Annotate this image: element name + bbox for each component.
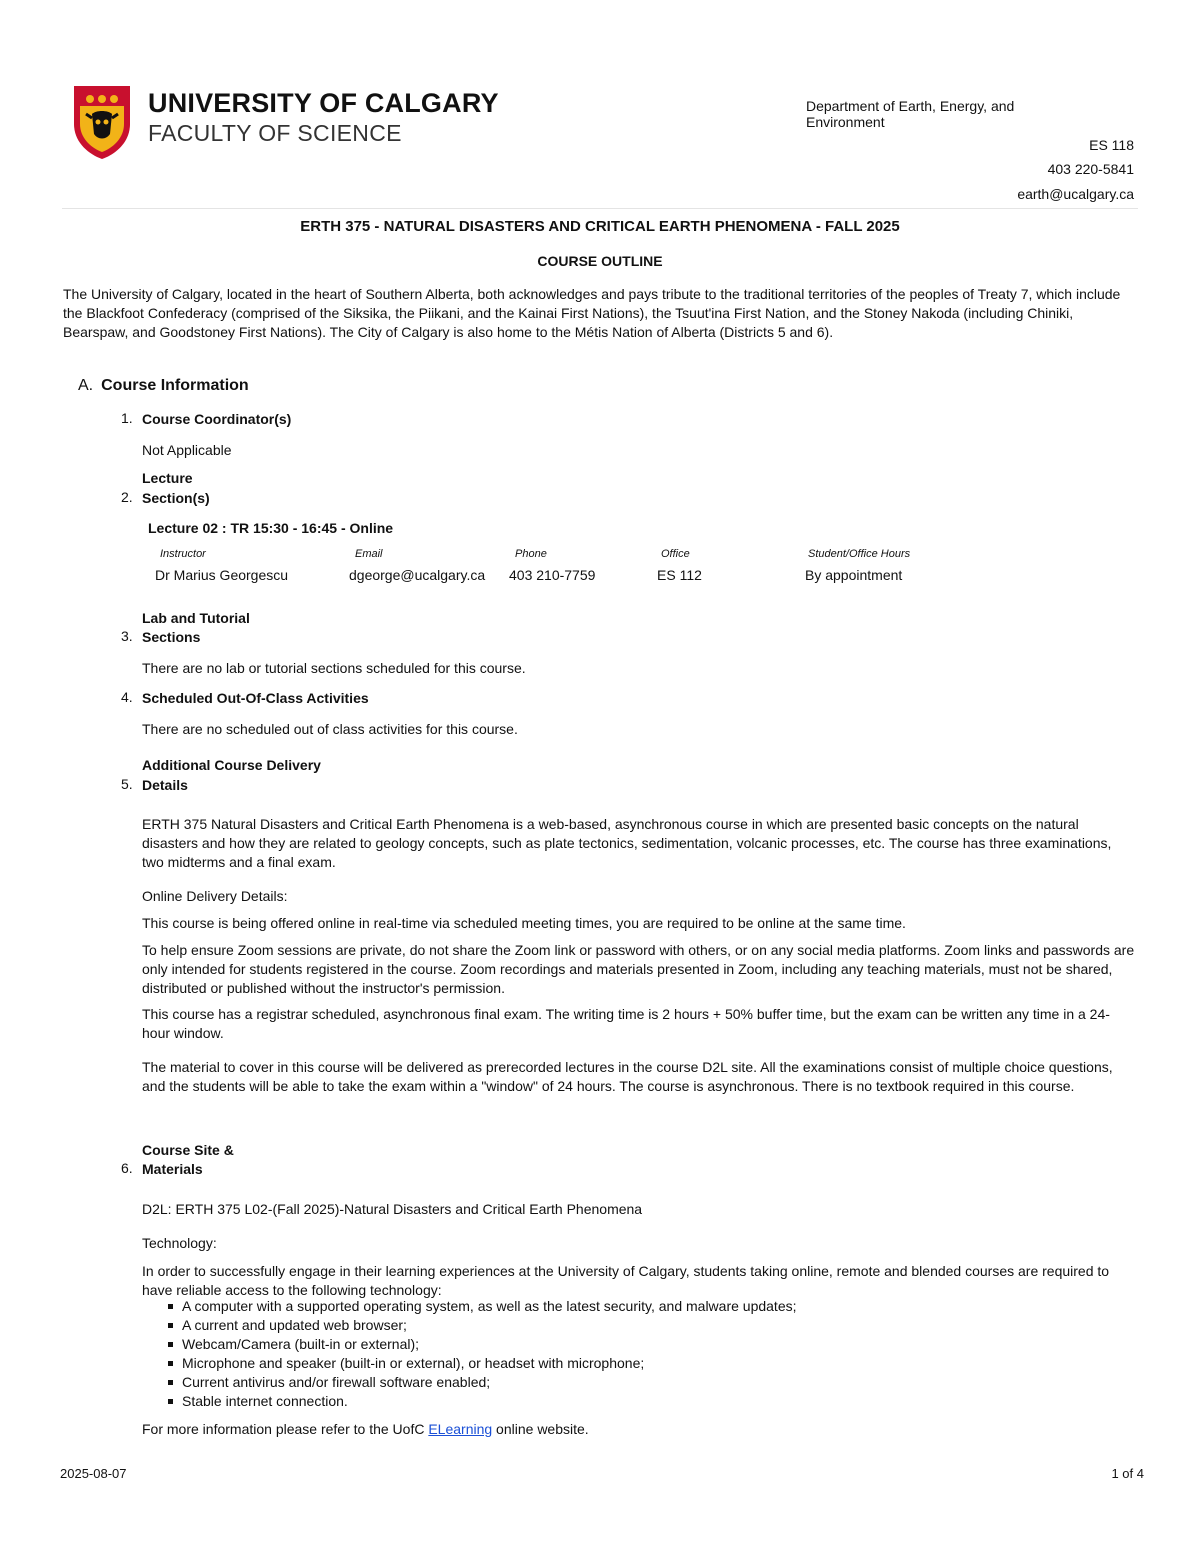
elearning-link[interactable]: ELearning [428, 1421, 493, 1437]
d2l-site: D2L: ERTH 375 L02-(Fall 2025)-Natural Disasters and Critical Earth Phenomena [142, 1201, 643, 1217]
instructor-phone: 403 210-7759 [509, 567, 596, 583]
technology-label: Technology: [142, 1235, 217, 1251]
lecture-heading: Lecture 02 : TR 15:30 - 16:45 - Online [148, 520, 394, 536]
section-a-heading [78, 377, 249, 395]
outline-subtitle: COURSE OUTLINE [537, 253, 663, 269]
more-info [142, 1420, 1137, 1439]
instructor-hours: By appointment [805, 567, 903, 583]
list-item: Microphone and speaker (built-in or external), or headset with microphone; [166, 1354, 797, 1373]
instructor-email: dgeorge@ucalgary.ca [349, 567, 486, 583]
header-hours: Student/Office Hours [808, 548, 911, 560]
header-phone: Phone [515, 548, 547, 560]
list-item: A computer with a supported operating system, as well as the latest security, and malware updates; [166, 1297, 797, 1316]
section-a-letter: A. [78, 377, 94, 394]
more-info-suffix: online website. [492, 1421, 589, 1437]
item-4-number: 4. [121, 689, 133, 705]
department-email: earth@ucalgary.ca [1017, 186, 1134, 202]
item-3-number: 3. [121, 628, 133, 644]
university-name: UNIVERSITY OF CALGARY [148, 88, 499, 118]
list-item: Stable internet connection. [166, 1392, 797, 1411]
list-item: Webcam/Camera (built-in or external); [166, 1335, 797, 1354]
university-shield-logo [72, 84, 132, 160]
item-6-number: 6. [121, 1160, 133, 1176]
delivery-paragraph-2: Online Delivery Details: [142, 888, 288, 904]
item-6-title-line2: Materials [142, 1161, 203, 1177]
instructor-name: Dr Marius Georgescu [155, 567, 289, 583]
item-2-title-line1: Lecture [142, 470, 193, 486]
section-a-title: Course Information [101, 377, 249, 394]
instructor-office: ES 112 [657, 567, 702, 583]
delivery-paragraph-4: To help ensure Zoom sessions are private, do not share the Zoom link or password with others, or on any social media platforms. Zoom links and passwords are only intended for students registered in the course. Zoom recordings and materials presented in Zoom, including any teaching materials, must not be shared, distributed or published without the instructor's permission. [142, 942, 1135, 996]
item-2-title-line2: Section(s) [142, 490, 210, 506]
department-office: ES 118 [1089, 137, 1134, 153]
header-email: Email [355, 548, 383, 560]
item-4-title: Scheduled Out-Of-Class Activities [142, 690, 369, 706]
more-info-prefix: For more information please refer to the UofC [142, 1421, 429, 1437]
header-divider [62, 208, 1138, 209]
header-instructor: Instructor [160, 548, 206, 560]
delivery-paragraph-3: This course is being offered online in real-time via scheduled meeting times, you are required to be online at the same time. [142, 915, 906, 931]
technology-intro: In order to successfully engage in their learning experiences at the University of Calgary, students taking online, remote and blended courses are required to have reliable access to the following technology: [142, 1263, 1110, 1298]
land-acknowledgement: The University of Calgary, located in the heart of Southern Alberta, both acknowledges and pays tribute to the traditional territories of the peoples of Treaty 7, which include the Blackfoot Confederacy (comprised of the Siksika, the Piikani, and the Kainai First Nations), the Tsuut'ina First Nation, and the Stoney Nakoda (including Chiniki, Bearspaw, and Goodstoney First Nations). The City of Calgary is also home to the Métis Nation of Alberta (Districts 5 and 6). [63, 286, 1121, 340]
item-5-number: 5. [121, 776, 133, 792]
item-2-number: 2. [121, 489, 133, 505]
technology-list [166, 1297, 797, 1411]
list-item: Current antivirus and/or firewall software enabled; [166, 1373, 797, 1392]
course-title: ERTH 375 - NATURAL DISASTERS AND CRITICAL EARTH PHENOMENA - FALL 2025 [300, 218, 900, 235]
item-1-number: 1. [121, 410, 133, 426]
footer-date: 2025-08-07 [60, 1466, 127, 1481]
lab-text: There are no lab or tutorial sections scheduled for this course. [142, 660, 526, 676]
header-office: Office [661, 548, 690, 560]
item-3-title-line2: Sections [142, 629, 201, 645]
footer-page-number: 1 of 4 [1111, 1466, 1144, 1481]
department-phone: 403 220-5841 [1047, 161, 1134, 177]
outofclass-text: There are no scheduled out of class activities for this course. [142, 721, 518, 737]
item-3-title-line1: Lab and Tutorial [142, 610, 250, 626]
delivery-paragraph-6: The material to cover in this course will be delivered as prerecorded lectures in the course D2L site. All the examinations consist of multiple choice questions, and the students will be able to take the exam within a "window" of 24 hours. The course is asynchronous. There is no textbook required in this course. [142, 1059, 1113, 1094]
item-5-title-line1: Additional Course Delivery [142, 757, 321, 773]
delivery-paragraph-5: This course has a registrar scheduled, asynchronous final exam. The writing time is 2 hours + 50% buffer time, but the exam can be written any time in a 24-hour window. [142, 1006, 1110, 1041]
department-name: Department of Earth, Energy, and Environment [806, 98, 1015, 130]
coordinator-text: Not Applicable [142, 442, 232, 458]
delivery-paragraph-1: ERTH 375 Natural Disasters and Critical Earth Phenomena is a web-based, asynchronous course in which are presented basic concepts on the natural disasters and how they are related to geology concepts, such as plate tectonics, sedimentation, volcanic processes, etc. The course has three examinations, two midterms and a final exam. [142, 816, 1112, 870]
item-1-title: Course Coordinator(s) [142, 411, 292, 427]
item-6-title-line1: Course Site & [142, 1142, 234, 1158]
faculty-name: FACULTY OF SCIENCE [148, 120, 402, 146]
item-5-title-line2: Details [142, 777, 188, 793]
list-item: A current and updated web browser; [166, 1316, 797, 1335]
